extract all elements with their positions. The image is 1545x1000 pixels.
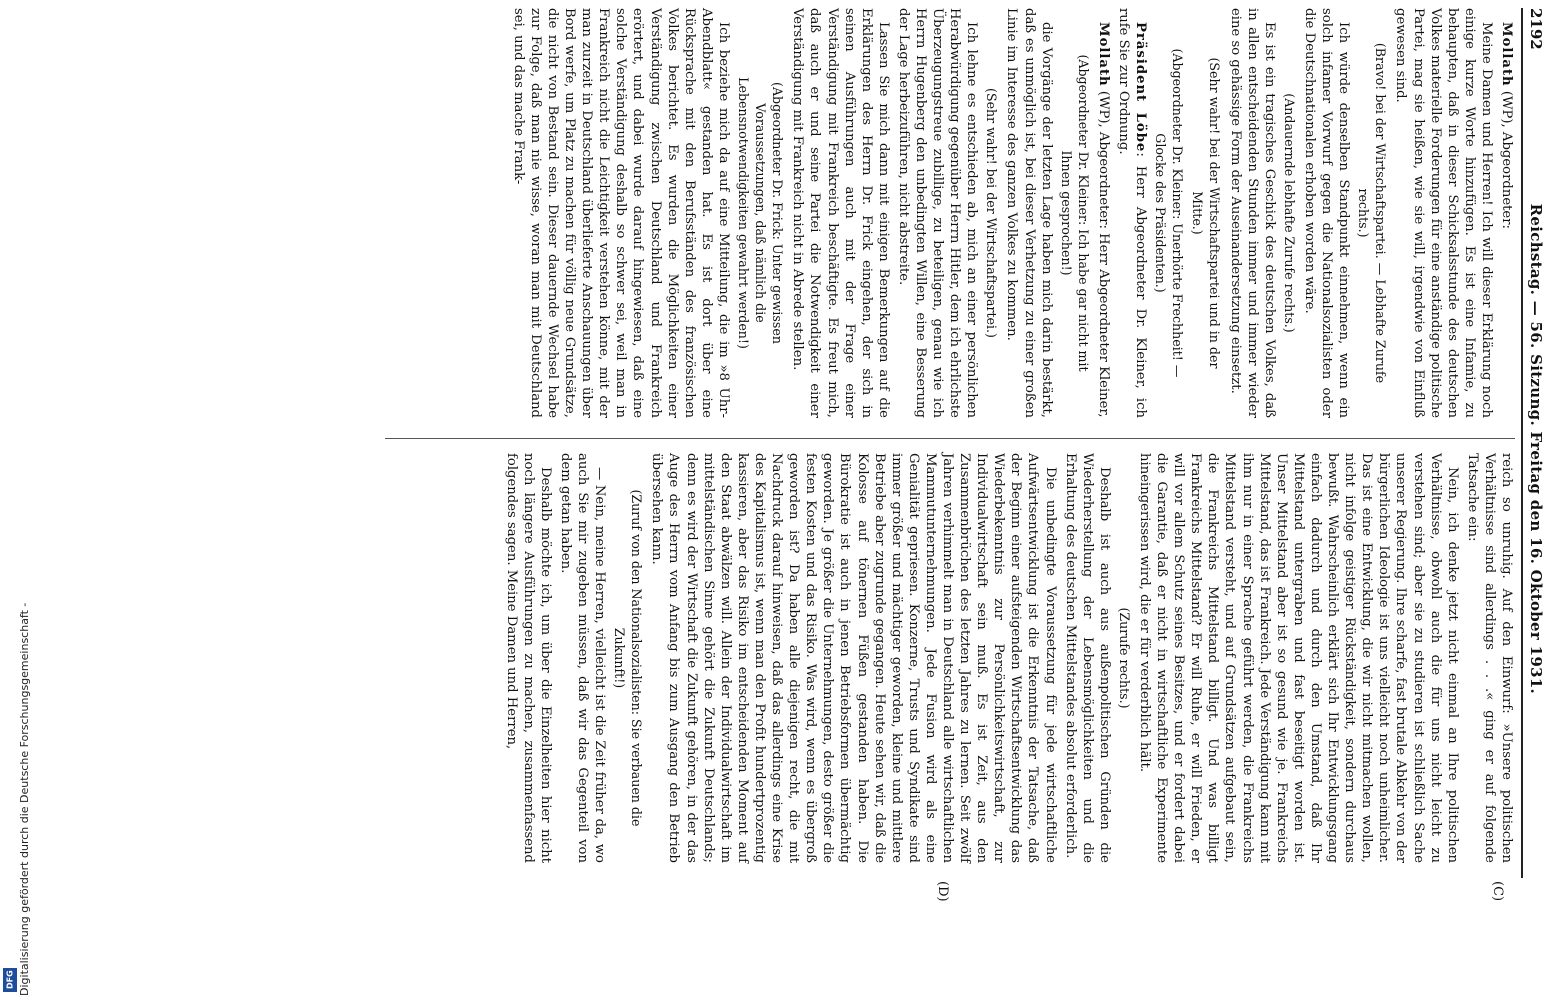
paragraph: reich so unruhig. Auf den Einwurf: »Unsere politischen Verhältnisse sind allerdings . . .« ging er auf folgende Tatsache ein:: [1464, 453, 1514, 863]
paragraph: Es ist ein tragisches Geschick des deutschen Volkes, daß in allen entscheidenden Stunden immer und immer wieder eine so gehässige Form der Auseinandersetzung einsetzt.: [1227, 8, 1277, 418]
margin-mark-c: (C): [1490, 881, 1505, 902]
footer-strip: [0, 0, 31, 1000]
paragraph: — Nein, meine Herren, vielleicht ist die Zeit früher da, wo auch Sie mir zugeben müssen, daß wir das Gegenteil von dem getan haben.: [557, 453, 608, 863]
interjection: (Abgeordneter Dr. Frick: Unter gewissen Voraussetzungen, daß nämlich die Lebensnotwendigkeiten gewahrt werden!): [736, 77, 786, 349]
speaker-paragraph: [1498, 8, 1515, 418]
right-column: [365, 453, 1515, 863]
paragraph: Lassen Sie mich dann mit einigen Bemerkungen auf die Erklärungen des Herrn Dr. Frick eingehen, der sich in seinen Ausführungen auch mit der Frage einer Verständigung mit Frankreich beschäftigte. Es freut mich, daß auch er und seine Partei die Notwendigkeit einer Verständigung mit Frankreich nicht in Abrede stellen.: [790, 8, 891, 418]
left-column: [365, 8, 1515, 418]
interjection: (Abgeordneter Dr. Kleiner: Unerhörte Frechheit! — Glocke des Präsidenten.): [1153, 48, 1186, 378]
paragraph: Ich beziehe mich da auf eine Mitteilung, die im »8 Uhr-Abendblatt« gestanden hat. Es ist dort über eine Rücksprache mit den Berufsständen des französischen Volkes berichtet. Es wurden die Möglichkeiten einer Verständigung zwischen Deutschland und Frankreich erörtert, und dabei wurde darauf hingewiesen, daß eine solche Verständigung deshalb so schwer sei, weil man in Frankreich nicht die Leichtigkeit verstehen könne, mit der man zurzeit in Deutschland überlieferte Anschauungen über Bord werfe, um Platz zu machen für völlig neue Grundsätze, die nicht von Bestand sein. Dieser dauernde Wechsel habe zur Folge, daß man nie wisse, woran man mit Deutschland sei, und das mache Frank-: [510, 8, 731, 418]
speech-text: (WP), Abgeordneter:: [1499, 86, 1514, 229]
paragraph: die Vorgänge der letzten Lage haben mich darin bestärkt, daß es unmöglich ist, bei dieser Verhetzung zu einer großen Linie im Interesse des ganzen Volkes zu kommen.: [1004, 8, 1054, 418]
speaker-name: Mollath: [1499, 22, 1514, 87]
paragraph: Nein, ich denke jetzt nicht einmal an Ihre politischen Verhältnisse, obwohl auch die für uns nicht leicht zu verstehen sind; aber sie zu studieren ist schließlich Sache unserer Regierung. Ihre scharfe, fast brutale Abkehr von der bürgerlichen Ideologie ist uns vielleicht noch unheimlicher. Das ist eine Entwicklung, die wir nicht mitmachen wollen, nicht infolge geistiger Rückständigkeit, sondern durchaus bewußt. Wahrscheinlich erklärt sich Ihr Entwicklungsgang einfach dadurch und durch den Umstand, daß Ihr Mittelstand untergraben und fast beseitigt worden ist. Unser Mittelstand aber ist so gesund wie je. Frankreichs Mittelstand, das ist Frankreich. Jede Verständigung kann mit ihm nur in einer Sprache geführt werden, die Frankreichs Mittelstand versteht, und auf Grundsätzen aufgebaut sein, die Frankreichs Mittelstand billigt. Und was billigt Frankreichs Mittelstand? Er will Ruhe, er will Frieden, er will vor allem Schutz seines Besitzes, und er fordert dabei die Garantie, daß er nicht in wirtschaftliche Experimente hineingerissen wird, die er für verderblich hält.: [1137, 453, 1460, 863]
paragraph: Deshalb möchte ich, um über die Einzelheiten hier nicht noch längere Ausführungen zu machen, zusammenfassend folgendes sagen. Meine Damen und Herren,: [503, 453, 553, 863]
paragraph: Meine Damen und Herren! Ich will dieser Erklärung noch einige kurze Worte hinzufügen. Es ist eine Infamie, zu behaupten, daß in dieser Schicksalsstunde des deutschen Volkes materielle Forderungen für eine anständige politische Partei, mag sie heißen, wie sie will, irgendwie von Einfluß gewesen sind.: [1393, 8, 1494, 418]
margin-mark-d: (D): [935, 881, 950, 902]
page-number: 2192: [1527, 8, 1545, 50]
paragraph: Deshalb ist auch aus außenpolitischen Gründen die Wiederherstellung der Lebensmöglichkeiten und die Erhaltung des deutschen Mittelstandes absolut erforderlich.: [1062, 453, 1112, 863]
running-head: [1521, 8, 1545, 878]
paragraph: Die unbedingte Voraussetzung für jede wirtschaftliche Aufwärtsentwicklung ist die Erkenntnis der Tatsache, daß der Beginn einer aufsteigenden Wirtschaftsentwicklung das Wiederbekenntnis zur Persönlichkeitswirtschaft, zur Individualwirtschaft sein muß. Es ist Zeit, aus den Zusammenbrüchen des letzten Jahres zu lernen. Seit zwölf Jahren verhimmelt man in Deutschland alle wirtschaftlichen Mammutunternehmungen. Jede Fusion wird als eine Genialität gepriesen. Konzerne, Trusts und Syndikate sind immer größer und mächtiger geworden, kleine und mittlere Betriebe aber zugrunde gegangen. Heute sehen wir, daß die Kolosse auf tönernen Füßen gestanden haben. Die Bürokratie ist auch in jenen Betriebsformen übermächtig geworden. Je größer die Unternehmungen, desto größer die festen Kosten und das Risiko. Was wird, wenn es übergroß geworden ist? Da haben alle diejenigen recht, die mit Nachdruck darauf hinweisen, daß das allerdings eine Krise des Kapitalismus ist, wenn man den Profit hundertprozentig kassieren, aber das Risiko im entscheidenden Moment auf den Staat abwälzen will. Allein der Individualwirtschaft im mittelständischen Sinne gehört die Zukunft Deutschlands; denn es wird der Wirtschaft die Zukunft gehören, in der das Auge des Herrn vom Anfang bis zum Ausgang den Betrieb übersehen kann.: [649, 453, 1058, 863]
column-divider: [385, 438, 1515, 439]
speech-text: : Herr Abgeordneter Dr. Kleiner, ich rufe Sie zur Ordnung.: [1116, 8, 1149, 418]
document-page: [345, 8, 1545, 902]
speaker-paragraph: [1095, 8, 1112, 418]
interjection: (Sehr wahr! bei der Wirtschaftspartei.): [984, 88, 1000, 338]
paragraph: Ich lehne es entschieden ab, mich an einer persönlichen Herabwürdigung gegenüber Herrn Hitler, dem ich ehrlichste Überzeugungstreue zubillige, zu beteiligen, genau wie ich Herrn Hugenberg den unbedingten Willen, eine Besserung der Lage herbeizuführen, nicht abstreite.: [895, 8, 980, 418]
dfg-logo: DFG: [3, 968, 17, 992]
paragraph: Ich würde denselben Standpunkt einnehmen, wenn ein solch infamer Vorwurf gegen die Nationalsozialisten oder die Deutschnationalen erhoben worden wäre.: [1301, 8, 1352, 418]
interjection: (Sehr wahr! bei der Wirtschaftspartei und in der Mitte.): [1190, 57, 1223, 369]
page-header-title: Reichstag. — 56. Sitzung. Freitag den 16. Oktober 1931.: [1527, 203, 1545, 695]
interjection: (Abgeordneter Dr. Kleiner: Ich habe gar nicht mit Ihnen gesprochen!): [1058, 54, 1091, 372]
interjection: (Bravo! bei der Wirtschaftspartei. — Lebhafte Zurufe rechts.): [1356, 42, 1389, 384]
interjection: (Andauernde lebhafte Zurufe rechts.): [1281, 93, 1297, 333]
interjection: (Zurufe rechts.): [1116, 607, 1132, 709]
speaker-name: Präsident Löbe: [1133, 22, 1149, 153]
speech-text: (WP), Abgeordneter: Herr Abgeordneter Kleiner,: [1095, 86, 1111, 418]
interjection: (Zuruf von den Nationalsozialisten: Sie verbauen die Zukunft!): [612, 489, 645, 827]
speaker-name: Mollath: [1095, 22, 1111, 87]
digitization-credit: Digitalisierung gefördert durch die Deutsche Forschungsgemeinschaft -: [18, 602, 31, 996]
speaker-paragraph: [1115, 8, 1149, 418]
